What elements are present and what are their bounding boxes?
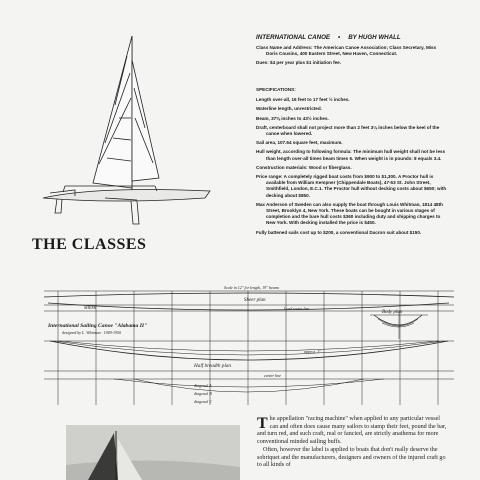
class-name-heading: INTERNATIONAL CANOE (256, 34, 331, 41)
article-body (257, 416, 449, 470)
article-paragraph-1 (257, 416, 449, 447)
article-header (256, 34, 401, 41)
sail-photo-image (66, 425, 240, 480)
lines-plan-drawing (44, 283, 460, 413)
dues-text: Dues: $4 per year plus $1 initiation fee. (256, 60, 342, 66)
spec-price-range: Price range: A completely rigged boat costs from $900 to $1,300. A Proctor hull is available from William Kempner (Chippendale Boats), 47-53 St. John Street, Smithfield, London, E.C.1. The Proctor hull without decking costs about $650; with decking about $850. (256, 174, 447, 198)
drop-cap: T (257, 415, 268, 432)
plan-designer: designed by L. Whitman · 1949-1950 (62, 330, 121, 335)
plan-scale-note: Scale in 12" for length, 19" beams (224, 285, 280, 290)
spec-anderson: Max Anderson of Sweden can also supply the boat through Louis Whitman, 1814 48th Street, Brooklyn 4, New York. These boats can be bought in various stages of completion and the bare hull costs $360 including duty and shipping charges to New York. With decking installed the price is $450. (256, 201, 443, 226)
article-paragraph-1-text: he appellation "racing machine" when applied to any particular vessel can and often does cause many sailors to stamp their feet, pound the bar, and turn red, and such craft, real or fancied, are strictly anathema for more conventional minded sailing buffs. (257, 416, 447, 446)
spec-battened-sails: Fully battened sails cost up to $200, a conventional Dacron suit about $150. (256, 229, 422, 235)
plan-body-label: Body plan (382, 310, 403, 315)
spec-sail-area: Sail area, 107.64 square feet, maximum. (256, 140, 343, 146)
class-address: Class Name and Address: The American Canoe Association; Class Secretary, Miss Doris Cousins, 400 Eastern Street, New Haven, Connecticut. (256, 45, 437, 57)
specifications-block (256, 87, 448, 239)
article-paragraph-2: Often, however the label is applied to boats that don't really deserve the sobriquet and the manufacturers, designers and owners of the injured craft go to all kinds of (257, 446, 446, 469)
header-bullet: • (338, 34, 341, 41)
spec-construction: Construction materials: Wood or fiberglass. (256, 164, 352, 170)
plan-diagonal-a: diagonal A (194, 383, 212, 388)
spec-waterline: Waterline length, unrestricted. (256, 106, 322, 112)
plan-sheer-tag: SHEER (84, 305, 97, 310)
spec-length: Length over-all, 16 feet to 17 feet ½ inches. (256, 97, 350, 103)
class-info-block (256, 45, 448, 70)
spec-draft: Draft, centerboard shall not project more than 2 feet 3⅛ inches below the keel of the canoe when lowered. (256, 124, 440, 137)
plan-drawing-title: International Sailing Canoe "Alabama II" (48, 323, 148, 329)
plan-half-breadth-label: Half breadth plan (194, 363, 231, 369)
specifications-title: SPECIFICATIONS: (256, 87, 296, 92)
plan-approx-label: approx. 1" (304, 349, 321, 354)
sailing-photo (66, 425, 240, 480)
plan-diagonal-c: diagonal C (194, 399, 212, 404)
plan-diagonal-b: diagonal B (194, 391, 212, 396)
plan-sheer-label: Sheer plan (244, 298, 266, 303)
byline: BY HUGH WHALL (348, 34, 401, 41)
spec-beam: Beam, 37⅜ inches to 43½ inches. (256, 115, 329, 121)
section-title: THE CLASSES (32, 236, 147, 253)
spec-hull-weight: Hull weight, according to following formula: The minimum hull weight shall not be less than length over-all times beam times 6. When weight is in pounds: 8 equals 3.4. (256, 149, 446, 161)
plan-load-water-line: Load water line (284, 306, 310, 311)
canoe-illustration (35, 28, 215, 233)
plan-center-line: center line (264, 373, 281, 378)
